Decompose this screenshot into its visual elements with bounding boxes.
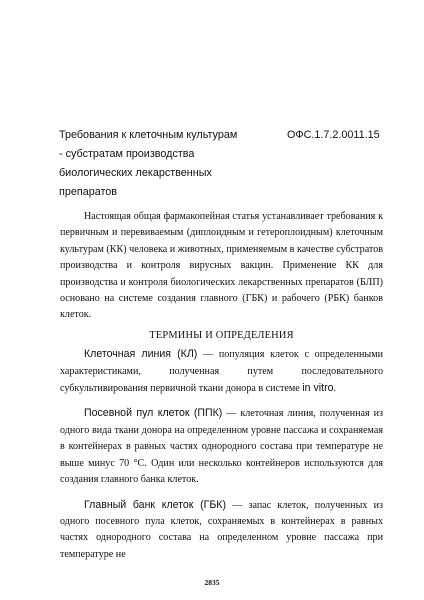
term-italic: in vitro [302, 382, 334, 395]
document-code: ОФС.1.7.2.0011.15 [287, 129, 380, 141]
title-line: биологических лекарственных [59, 167, 212, 179]
term-definition: — запас клеток, полученных из одного посевного пула клеток, сохраняемых в контейнерах в равных частях однородного состава на определенном уровне пассажа при температуре не [60, 499, 383, 560]
title-line: Требования к клеточным культурам [59, 129, 238, 141]
section-title: ТЕРМИНЫ И ОПРЕДЕЛЕНИЯ [149, 329, 294, 341]
term-tail: . [333, 383, 337, 395]
document-body [60, 209, 383, 563]
term-name: Посевной пул клеток (ППК) [84, 407, 223, 420]
definition-paragraph [60, 405, 383, 488]
document-header [59, 126, 379, 202]
title-line: препаратов [59, 186, 118, 198]
term-definition: — клеточная линия, полученная из одного вида ткани донора на определенном уровне пассажа и сохраняемая в контейнерах в равных частях однородного состава при температуре не выше минус 70 °C. Один или несколько контейнеров используются для создания главного банка клеток. [60, 408, 383, 486]
term-name: Главный банк клеток (ГБК) [84, 498, 226, 511]
definition-paragraph [60, 497, 383, 564]
definition-paragraph [60, 346, 383, 397]
page-number: 2835 [204, 578, 220, 587]
title-line: - субстратам производства [59, 148, 195, 160]
document-title [59, 126, 274, 202]
intro-paragraph: Настоящая общая фармакопейная статья устанавливает требования к первичным и перевиваемым (диплоидным и гетероплоидным) клеточным культурам (КК) человека и животных, применяемым в качестве субстратов производства и контроля вирусных вакцин. Применение КК для производства и контроля биологических лекарственных препаратов (БЛП) основано на системе создания главного (ГБК) и рабочего (РБК) банков клеток. [60, 211, 383, 321]
term-definition: — популяция клеток с определенными характеристиками, полученная путем последовательного субкультивирования первичной ткани донора в системе [60, 349, 384, 395]
term-name: Клеточная линия (КЛ) [84, 348, 198, 361]
